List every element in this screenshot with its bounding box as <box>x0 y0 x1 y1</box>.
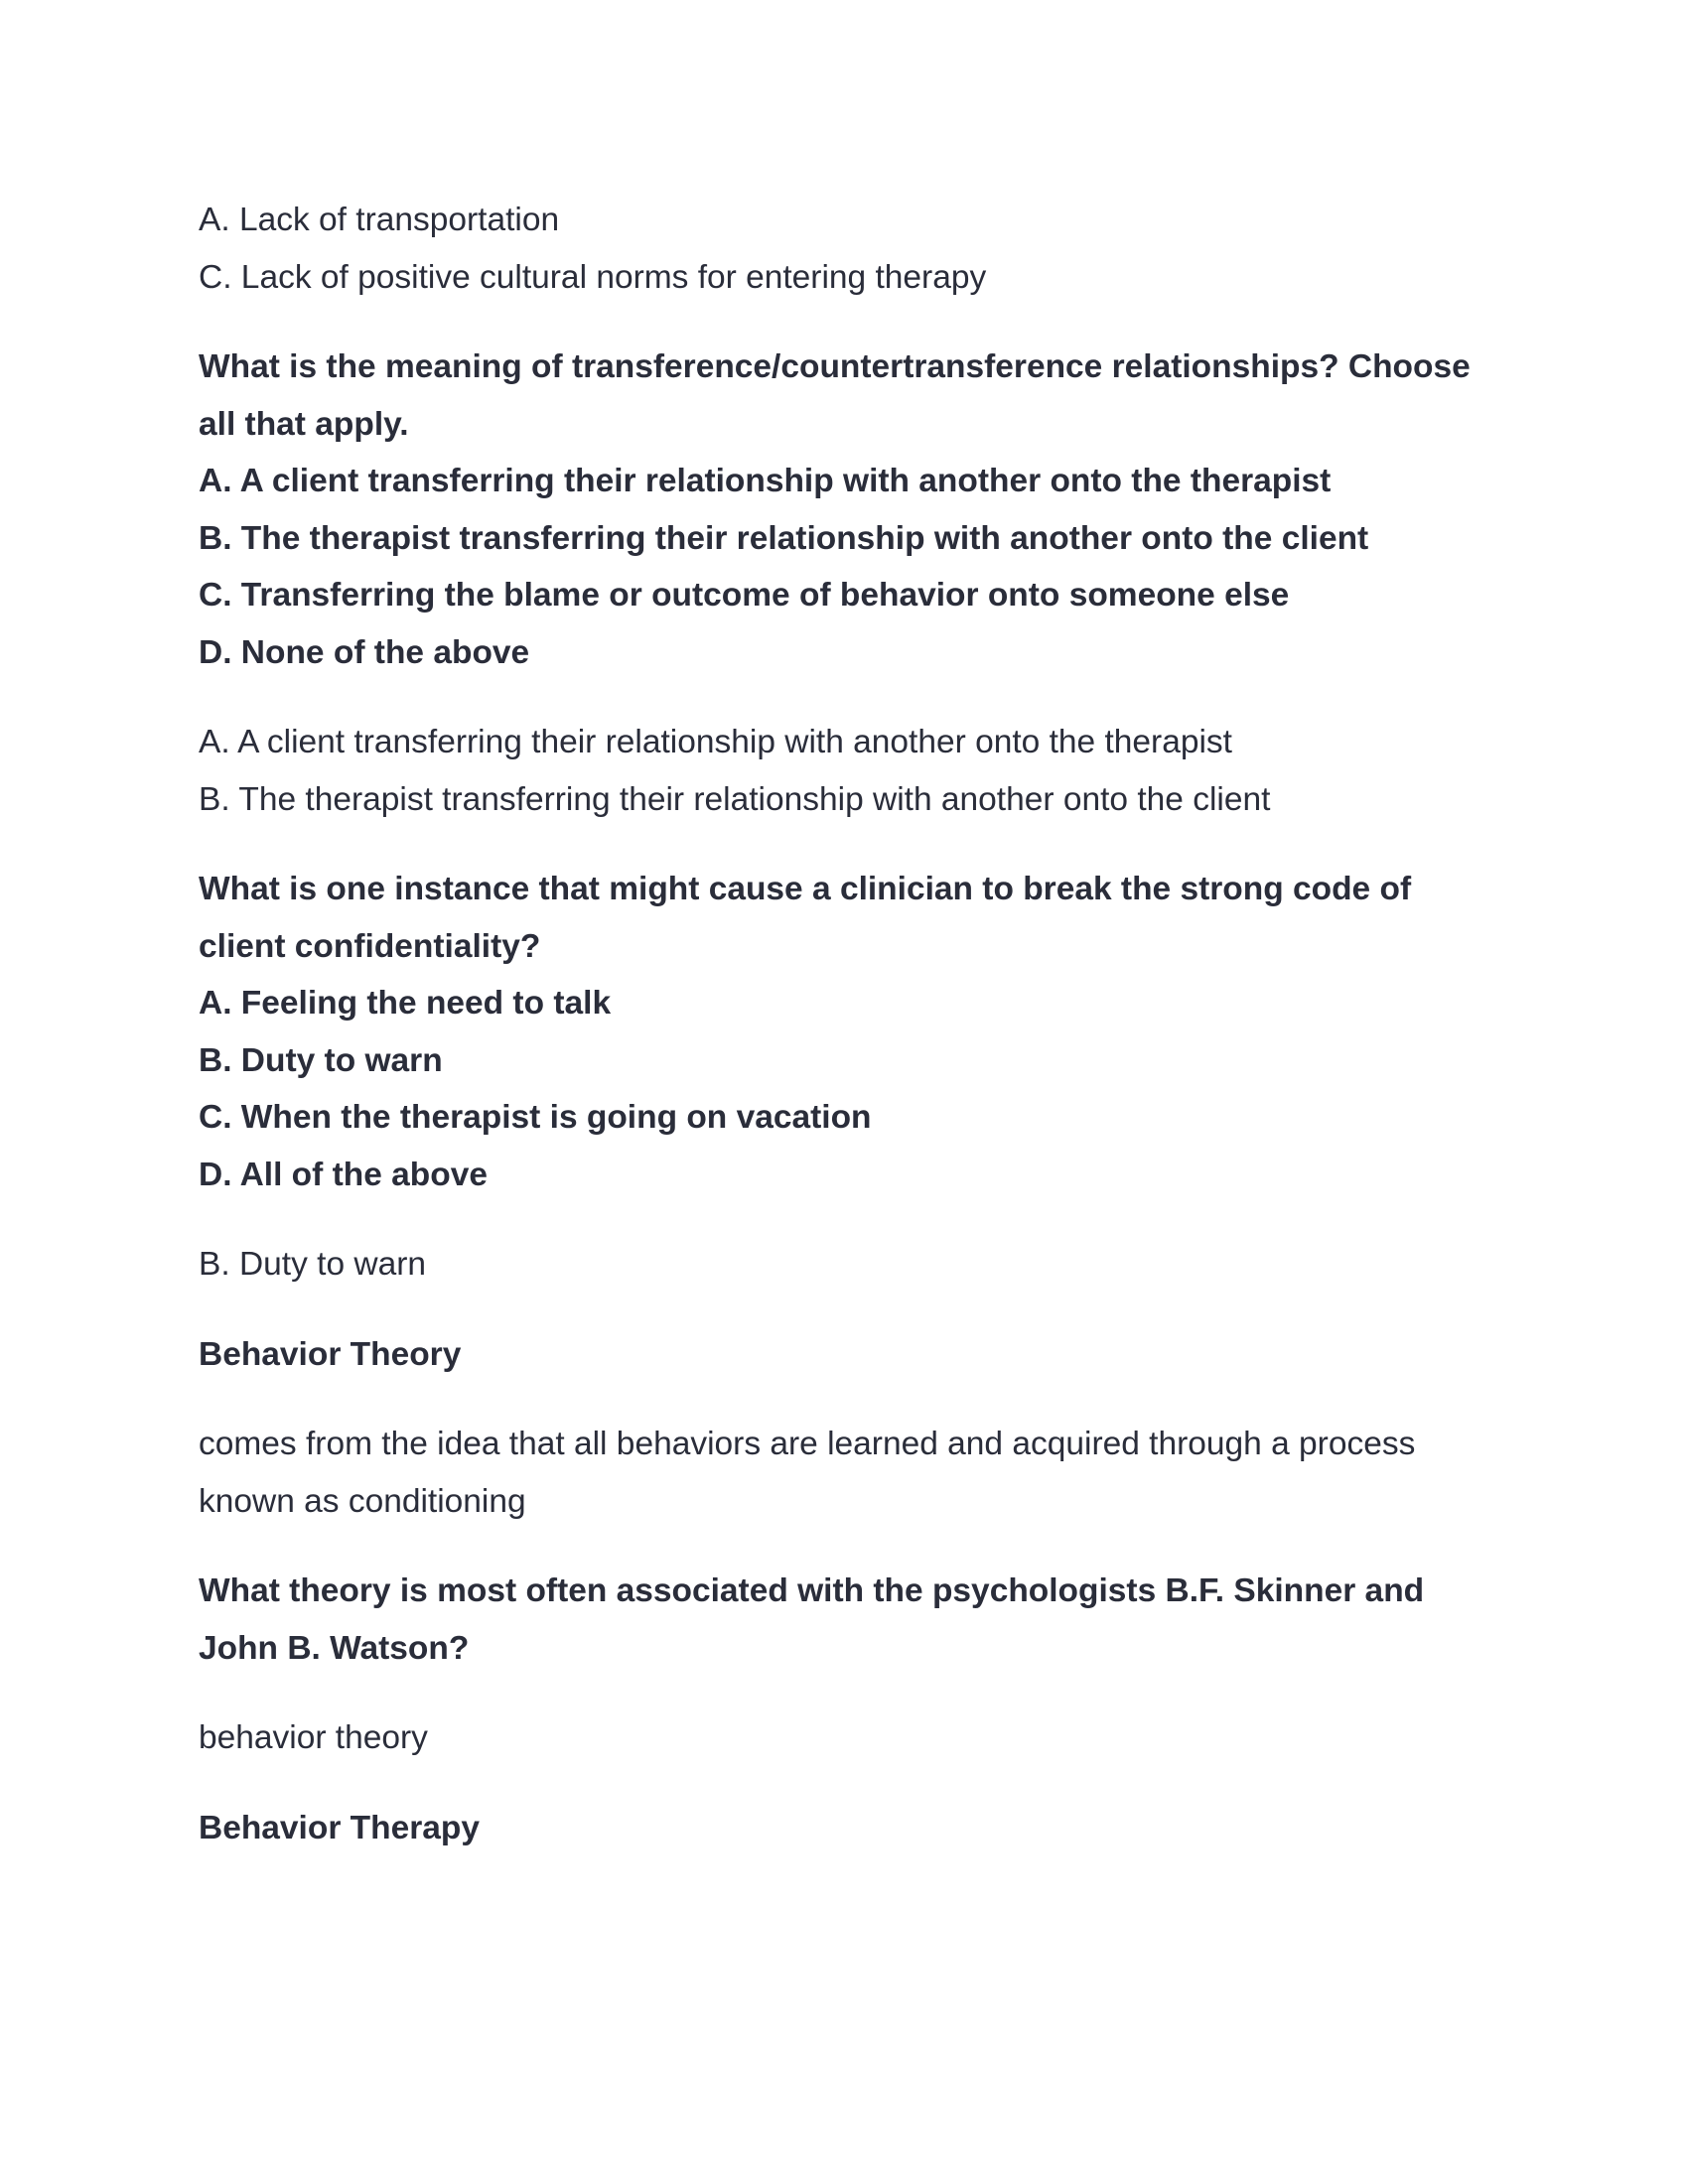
block-gap <box>199 681 1489 714</box>
question-block <box>199 339 1489 681</box>
answer-line: A. Lack of transportation <box>199 202 560 238</box>
term-heading: Behavior Theory <box>199 1335 462 1373</box>
question-line: What is one instance that might cause a clinician to break the strong code of <box>199 871 1412 907</box>
block-gap <box>199 1677 1489 1709</box>
option-line: B. The therapist transferring their relationship with another onto the client <box>199 519 1369 557</box>
definition-line: known as conditioning <box>199 1482 526 1520</box>
block-gap <box>199 1383 1489 1416</box>
block-gap <box>199 1294 1489 1326</box>
question-block <box>199 1563 1489 1677</box>
answer-line: behavior theory <box>199 1719 428 1756</box>
question-line: client confidentiality? <box>199 927 541 965</box>
answer-line: A. A client transferring their relationship with another onto the therapist <box>199 724 1232 760</box>
answer-block <box>199 1416 1489 1530</box>
answer-block <box>199 1709 1489 1767</box>
answer-line: C. Lack of positive cultural norms for entering therapy <box>199 258 987 296</box>
answer-block <box>199 1236 1489 1294</box>
document-page <box>199 192 1489 1856</box>
question-line: What is the meaning of transference/countertransference relationships? Choose <box>199 348 1471 385</box>
question-line: What theory is most often associated with the psychologists B.F. Skinner and <box>199 1572 1425 1609</box>
question-block <box>199 861 1489 1203</box>
block-gap <box>199 306 1489 339</box>
block-gap <box>199 828 1489 861</box>
option-line: A. A client transferring their relationship with another onto the therapist <box>199 463 1332 499</box>
answer-line: B. Duty to warn <box>199 1246 427 1283</box>
answer-block <box>199 714 1489 828</box>
option-line: C. Transferring the blame or outcome of behavior onto someone else <box>199 577 1290 614</box>
question-block <box>199 1326 1489 1384</box>
question-block <box>199 1800 1489 1857</box>
answer-line: B. The therapist transferring their relationship with another onto the client <box>199 780 1271 818</box>
option-line: D. All of the above <box>199 1156 488 1193</box>
option-line: D. None of the above <box>199 633 530 671</box>
question-line: all that apply. <box>199 405 409 443</box>
block-gap <box>199 1530 1489 1563</box>
term-heading: Behavior Therapy <box>199 1809 480 1846</box>
block-gap <box>199 1767 1489 1800</box>
block-gap <box>199 1203 1489 1236</box>
answer-block <box>199 192 1489 306</box>
option-line: B. Duty to warn <box>199 1041 443 1079</box>
option-line: C. When the therapist is going on vacation <box>199 1099 872 1136</box>
definition-line: comes from the idea that all behaviors are learned and acquired through a process <box>199 1426 1416 1462</box>
question-line: John B. Watson? <box>199 1629 470 1667</box>
option-line: A. Feeling the need to talk <box>199 985 612 1022</box>
